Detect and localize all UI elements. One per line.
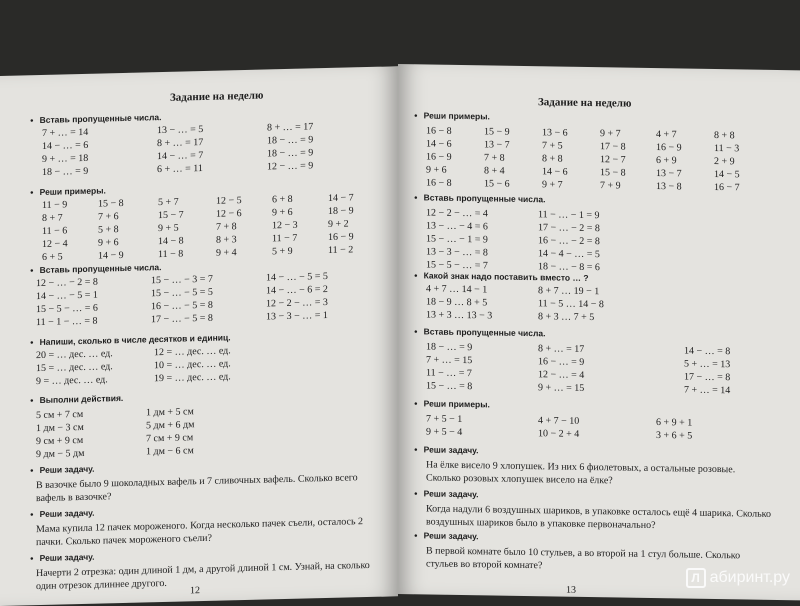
left-page: [0, 66, 398, 606]
exercise-item: 4 + 7 … 14 − 1: [426, 283, 488, 296]
exercise-item: 7 + 5: [542, 140, 563, 152]
right-s5-grid: [426, 412, 756, 443]
exercise-item: 9 + … = 15: [538, 382, 585, 394]
exercise-item: 11 − 7: [272, 232, 298, 245]
exercise-item: 6 + 5: [42, 251, 63, 263]
exercise-item: 12 − 4: [42, 238, 68, 250]
left-s5-heading: ● Выполни действия.: [30, 393, 123, 405]
exercise-item: 13 − 8: [656, 181, 682, 193]
exercise-item: 15 − 5 − … = 7: [426, 259, 488, 272]
left-page-number: 12: [190, 585, 200, 597]
exercise-item: 13 − … − 4 = 6: [426, 220, 488, 233]
right-s3-grid: [426, 282, 650, 325]
exercise-item: 1 дм − 6 см: [146, 445, 194, 458]
exercise-item: 7 + 6: [98, 211, 119, 223]
exercise-item: 7 + 9: [600, 180, 621, 192]
exercise-item: 9 = … дес. … ед.: [36, 374, 108, 388]
exercise-item: 8 + … = 17: [538, 343, 585, 355]
exercise-item: 16 − 8: [426, 125, 452, 137]
left-s5-grid: [36, 404, 256, 461]
left-t3-heading: ● Реши задачу.: [30, 552, 95, 564]
exercise-item: 6 + 9: [656, 155, 677, 167]
exercise-item: 13 − 3 − … = 1: [266, 309, 328, 323]
exercise-item: 15 − … − 3 = 7: [151, 273, 213, 287]
exercise-item: 11 − 2: [328, 244, 354, 256]
exercise-item: 12 − 7: [600, 154, 626, 166]
exercise-item: 15 − … − 5 = 5: [151, 286, 213, 300]
exercise-item: 8 + … = 17: [267, 121, 314, 134]
exercise-item: 15 − 5 − … = 6: [36, 302, 98, 316]
exercise-item: 8 + 4: [484, 165, 505, 177]
exercise-item: 14 − … = 7: [157, 150, 204, 163]
exercise-item: 9 + 5: [158, 222, 179, 235]
exercise-item: 16 − 9: [426, 151, 452, 163]
exercise-item: 18 − … = 9: [267, 134, 314, 147]
left-s1-heading: ● Вставь пропущенные числа.: [30, 112, 161, 125]
exercise-item: 17 − … = 8: [684, 371, 731, 384]
exercise-item: 18 − 9 … 8 + 5: [426, 296, 488, 309]
exercise-item: 16 − 9: [656, 142, 682, 154]
right-page-title: Задание на неделю: [538, 96, 632, 110]
exercise-item: 7 см + 9 см: [146, 432, 194, 445]
left-t2-heading: ● Реши задачу.: [30, 508, 95, 520]
right-t1-text: На ёлке висело 9 хлопушек. Из них 6 фиолетовых, а остальные розовые. Сколько розовых хлопушек висело на ёлке?: [426, 459, 736, 487]
left-s4-grid: [36, 343, 272, 388]
exercise-item: 9 + 5 − 4: [426, 426, 463, 439]
exercise-item: 18 − … = 9: [426, 341, 473, 354]
exercise-item: 18 − … = 9: [267, 147, 314, 160]
exercise-item: 10 = … дес. … ед.: [154, 358, 231, 372]
watermark-text: абиринт.ру: [709, 569, 790, 586]
right-s3-heading: ● Какой знак надо поставить вместо … ?: [414, 270, 589, 283]
exercise-item: 11 − … − 1 = 9: [538, 209, 600, 222]
exercise-item: 1 дм + 5 см: [146, 406, 194, 419]
left-s2-grid: [42, 191, 384, 264]
exercise-item: 14 − … − 5 = 5: [266, 270, 328, 284]
right-s5-heading: ● Реши примеры.: [414, 398, 490, 409]
right-s4-heading: ● Вставь пропущенные числа.: [414, 326, 545, 338]
exercise-item: 14 − 6: [542, 166, 568, 178]
exercise-item: 13 + 3 … 13 − 3: [426, 309, 493, 322]
right-s2-heading: ● Вставь пропущенные числа.: [414, 192, 545, 204]
exercise-item: 5 + 8: [98, 224, 119, 236]
exercise-item: 1 дм − 3 см: [36, 421, 84, 435]
watermark-logo: [686, 568, 790, 588]
exercise-item: 9 + … = 18: [42, 152, 89, 165]
exercise-item: 13 − … = 5: [157, 124, 204, 137]
exercise-item: 18 − 9: [328, 205, 354, 217]
exercise-item: 15 − 7: [158, 209, 184, 222]
exercise-item: 7 + 8: [484, 152, 505, 164]
left-t3-text: Начерти 2 отрезка: один длиной 1 дм, а другой длиной 1 см. Узнай, на сколько один отрезок длиннее другого.: [36, 559, 370, 593]
exercise-item: 9 + 6: [426, 164, 447, 176]
exercise-item: 12 − 2 − … = 4: [426, 207, 488, 220]
exercise-item: 5 + 9: [272, 245, 293, 258]
exercise-item: 7 + … = 15: [426, 354, 473, 367]
exercise-item: 12 − … = 9: [267, 160, 314, 173]
exercise-item: 3 + 6 + 5: [656, 430, 693, 442]
exercise-item: 14 − … − 5 = 1: [36, 289, 98, 303]
exercise-item: 17 − … − 2 = 8: [538, 222, 600, 235]
exercise-item: 13 − 6: [542, 127, 568, 139]
exercise-item: 12 − … = 4: [538, 369, 585, 381]
exercise-item: 15 = … дес. … ед.: [36, 361, 113, 375]
left-t1-text: В вазочке было 9 шоколадных вафель и 7 сливочных вафель. Сколько всего вафель в вазочке?: [36, 472, 358, 505]
exercise-item: 11 − 3: [714, 142, 740, 155]
right-s2-grid: [426, 206, 650, 275]
exercise-item: 12 = … дес. … ед.: [154, 345, 231, 359]
right-t3-text: В первой комнате было 10 стульев, а во второй на 1 стул больше. Сколько стульев во второй комнате?: [426, 545, 741, 572]
exercise-item: 14 − 7: [328, 192, 354, 204]
exercise-item: 16 − … − 2 = 8: [538, 235, 600, 248]
exercise-item: 13 − 7: [484, 139, 510, 151]
exercise-item: 9 + 6: [98, 237, 119, 249]
exercise-item: 16 − 7: [714, 181, 740, 194]
exercise-item: 16 − … = 9: [538, 356, 585, 368]
exercise-item: 9 см + 9 см: [36, 434, 84, 448]
exercise-item: 19 = … дес. … ед.: [154, 371, 231, 385]
exercise-item: 7 + 8: [216, 221, 237, 233]
exercise-item: 12 − … − 2 = 8: [36, 276, 98, 290]
exercise-item: 10 − 2 + 4: [538, 428, 580, 440]
exercise-item: 11 − 9: [42, 199, 68, 211]
left-s1-grid: [42, 119, 377, 179]
exercise-item: 14 − 6: [426, 138, 452, 150]
exercise-item: 6 + … = 11: [157, 163, 203, 176]
exercise-item: 12 − 3: [272, 219, 298, 232]
right-page-number: 13: [566, 584, 576, 596]
exercise-item: 16 − … − 5 = 8: [151, 299, 213, 313]
right-t2-heading: ● Реши задачу.: [414, 488, 479, 499]
exercise-item: 8 + 7 … 19 − 1: [538, 285, 600, 298]
exercise-item: 14 − 4 − … = 5: [538, 248, 600, 261]
exercise-item: 15 − 9: [484, 126, 510, 138]
exercise-item: 8 + 7: [42, 212, 63, 224]
exercise-item: 13 − 7: [656, 168, 682, 180]
right-s4-grid: [426, 340, 784, 398]
exercise-item: 8 + 3: [216, 234, 237, 246]
right-t3-heading: ● Реши задачу.: [414, 530, 479, 541]
exercise-item: 7 + … = 14: [42, 126, 89, 139]
exercise-item: 14 − 5: [714, 168, 740, 181]
exercise-item: 7 + 5 − 1: [426, 413, 463, 426]
exercise-item: 4 + 7: [656, 129, 677, 141]
left-s3-grid: [36, 269, 376, 329]
exercise-item: 20 = … дес. … ед.: [36, 348, 113, 362]
left-t1-heading: ● Реши задачу.: [30, 464, 95, 476]
right-s1-heading: ● Реши примеры.: [414, 110, 490, 121]
exercise-item: 9 дм − 5 дм: [36, 447, 85, 461]
exercise-item: 12 − 2 − … = 3: [266, 296, 328, 310]
left-t2-text: Мама купила 12 пачек мороженого. Когда несколько пачек съели, осталось 2 пачки. Сколько пачек мороженого съели?: [36, 516, 364, 549]
exercise-item: 6 + 9 + 1: [656, 417, 693, 429]
exercise-item: 6 + 8: [272, 193, 293, 206]
left-page-title: Задание на неделю: [170, 89, 264, 104]
exercise-item: 15 − 8: [600, 167, 626, 179]
exercise-item: 18 − … − 8 = 6: [538, 261, 600, 274]
exercise-item: 7 + … = 14: [684, 384, 731, 397]
exercise-item: 2 + 9: [714, 155, 735, 168]
exercise-item: 8 + 8: [542, 153, 563, 165]
exercise-item: 11 − … = 7: [426, 367, 472, 380]
exercise-item: 13 − 3 − … = 8: [426, 246, 488, 259]
exercise-item: 14 − 8: [158, 235, 184, 248]
right-s1-grid: [426, 124, 770, 194]
exercise-item: 8 + 8: [714, 129, 735, 142]
exercise-item: 14 − 9: [98, 249, 124, 262]
exercise-item: 5 см + 7 см: [36, 408, 84, 422]
exercise-item: 15 − 8: [98, 197, 124, 210]
watermark-mark: Л: [686, 568, 706, 588]
exercise-item: 16 − 9: [328, 231, 354, 243]
exercise-item: 9 + 6: [272, 206, 293, 219]
exercise-item: 4 + 7 − 10: [538, 415, 580, 427]
exercise-item: 17 − … − 5 = 8: [151, 312, 213, 326]
exercise-item: 9 + 2: [328, 218, 349, 230]
right-t2-text: Когда надули 6 воздушных шариков, в упаковке осталось ещё 4 шарика. Сколько воздушных шариков было в упаковке первоначально?: [426, 503, 772, 532]
exercise-item: 9 + 7: [600, 128, 621, 140]
left-s3-heading: ● Вставь пропущенные числа.: [30, 262, 161, 275]
exercise-item: 11 − 5 … 14 − 8: [538, 298, 604, 311]
left-s4-heading: ● Напиши, сколько в числе десятков и единиц.: [30, 332, 231, 347]
right-page: [398, 64, 800, 600]
exercise-item: 11 − 8: [158, 248, 184, 261]
exercise-item: 15 − 6: [484, 178, 510, 190]
exercise-item: 14 − … = 6: [42, 139, 89, 152]
exercise-item: 5 дм + 6 дм: [146, 419, 195, 432]
exercise-item: 9 + 4: [216, 247, 237, 259]
exercise-item: 17 − 8: [600, 141, 626, 153]
left-s2-heading: ● Реши примеры.: [30, 185, 106, 197]
exercise-item: 15 − … = 8: [426, 380, 473, 393]
exercise-item: 11 − 1 − … = 8: [36, 315, 98, 329]
exercise-item: 14 − … = 8: [684, 345, 731, 358]
exercise-item: 9 + 7: [542, 179, 563, 191]
exercise-item: 8 + … = 17: [157, 137, 204, 150]
exercise-item: 5 + 7: [158, 196, 179, 209]
exercise-item: 11 − 6: [42, 225, 68, 237]
exercise-item: 8 + 3 … 7 + 5: [538, 311, 595, 324]
exercise-item: 15 − … − 1 = 9: [426, 233, 488, 246]
exercise-item: 18 − … = 9: [42, 165, 89, 178]
right-t1-heading: ● Реши задачу.: [414, 444, 479, 455]
exercise-item: 12 − 6: [216, 208, 242, 220]
exercise-item: 5 + … = 13: [684, 358, 731, 371]
exercise-item: 16 − 8: [426, 177, 452, 189]
exercise-item: 14 − … − 6 = 2: [266, 283, 328, 297]
exercise-item: 12 − 5: [216, 195, 242, 207]
